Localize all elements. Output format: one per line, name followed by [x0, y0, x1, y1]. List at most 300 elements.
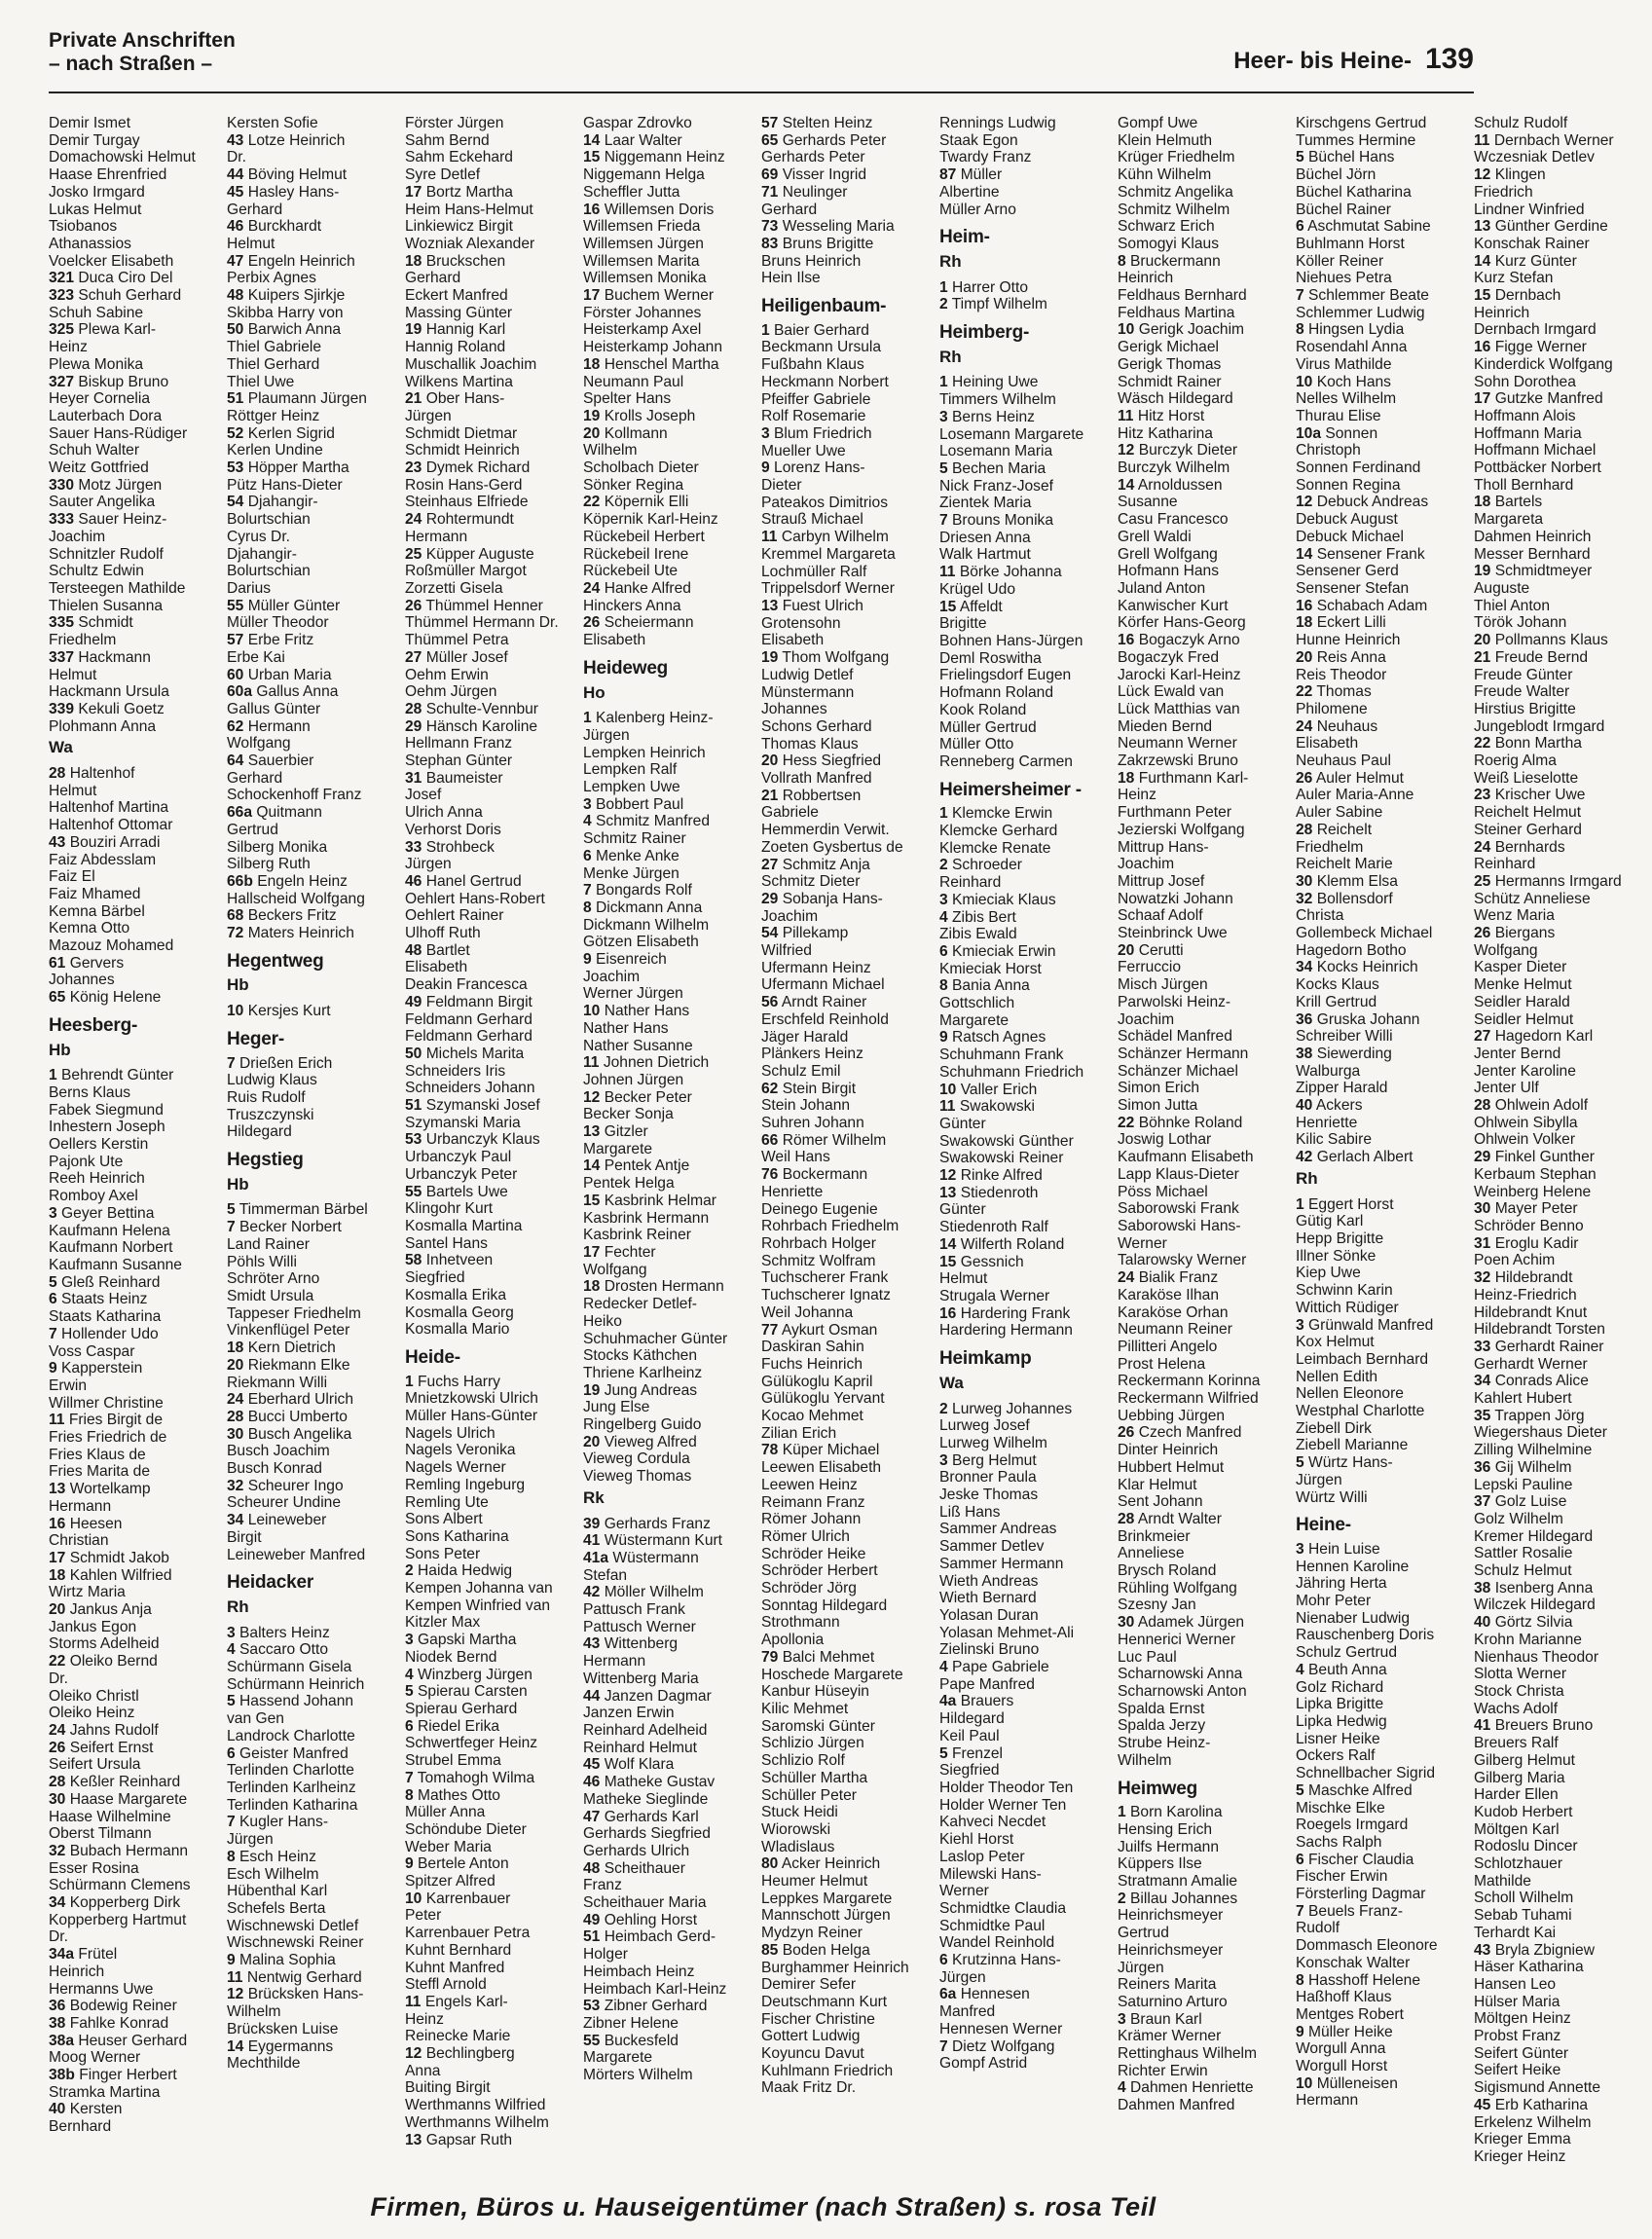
directory-entry: Heumer Helmut [761, 1873, 868, 1890]
directory-entry: Nellen Edith [1296, 1368, 1378, 1385]
entry-continuation: Erwin [49, 1376, 87, 1394]
resident-name: Rohtermundt [422, 511, 514, 529]
directory-entry: Liß Hans [939, 1503, 1001, 1521]
resident-name: Günther Gerdine [1490, 218, 1608, 236]
directory-entry [1296, 614, 1474, 632]
directory-entry: Willemsen Marita [583, 252, 700, 270]
directory-entry: Gallus Günter [227, 700, 321, 717]
directory-entry: Haltenhof Ottomar [49, 817, 173, 834]
directory-column [761, 115, 939, 2179]
resident-name: Esch Heinz [235, 1848, 316, 1865]
directory-entry [227, 873, 405, 891]
directory-entry [1474, 1459, 1652, 1477]
directory-entry: Stuck Heidi [761, 1804, 838, 1821]
directory-entry: Westphal Charlotte [1296, 1403, 1425, 1420]
directory-entry [227, 752, 405, 770]
directory-entry: Land Rainer [227, 1235, 310, 1253]
house-number: 9 [405, 1855, 414, 1873]
directory-column [49, 115, 227, 2179]
resident-name: Kopperberg Dirk [65, 1894, 181, 1912]
directory-entry: Münstermann [761, 683, 855, 701]
resident-name: Motz Jürgen [74, 476, 163, 494]
resident-name: Hassend Johann [235, 1693, 354, 1710]
directory-entry [583, 1089, 761, 1107]
house-number: 3 [1296, 1316, 1304, 1334]
directory-entry: Schmitz Rainer [583, 830, 686, 848]
directory-entry: Wieth Bernard [939, 1590, 1037, 1607]
resident-name: Eberhard Ulrich [243, 1391, 354, 1409]
entry-continuation: Christoph [1296, 442, 1361, 459]
directory-entry [939, 1236, 1118, 1254]
directory-entry: Nellen Eleonore [1296, 1385, 1404, 1403]
house-number: 325 [49, 321, 75, 339]
directory-entry: Möltgen Karl [1474, 1820, 1560, 1838]
directory-entry: Scholbach Dieter [583, 459, 699, 477]
directory-entry [49, 1998, 227, 2015]
resident-name: Breuers Bruno [1490, 1717, 1594, 1735]
entry-continuation: Auguste [1474, 579, 1530, 597]
directory-entry [227, 1409, 405, 1426]
directory-entry [49, 1653, 227, 1670]
directory-entry [939, 409, 1118, 426]
resident-name: Wittenberg [600, 1635, 679, 1653]
house-number: 47 [227, 252, 244, 270]
resident-name: Fischer Claudia [1303, 1851, 1414, 1868]
directory-entry [49, 701, 227, 718]
directory-column [1474, 115, 1652, 2179]
resident-name: Braun Karl [1125, 2010, 1202, 2028]
resident-name: Wortelkamp [65, 1481, 151, 1498]
resident-name: Kmieciak Klaus [947, 891, 1056, 908]
directory-entry: Thümmel Hermann Dr. [405, 614, 559, 632]
directory-entry: Lempken Uwe [583, 779, 680, 796]
house-number: 9 [1296, 2023, 1304, 2040]
resident-name: Janzen Dagmar [600, 1687, 712, 1705]
directory-entry: Jähring Herta [1296, 1575, 1387, 1593]
directory-entry: Golz Richard [1296, 1678, 1384, 1696]
directory-entry: Müller Theodor [227, 614, 329, 632]
directory-entry: Sauer Hans-Rüdiger [49, 424, 188, 442]
directory-entry: Mueller Uwe [761, 442, 846, 459]
directory-entry: Schmitz Wolfram [761, 1252, 876, 1269]
directory-entry: Urbanczyk Paul [405, 1149, 512, 1166]
directory-entry: Koyuncu Davut [761, 2045, 864, 2063]
resident-name: Gutzke Manfred [1490, 390, 1603, 408]
directory-column [583, 115, 761, 2179]
house-number: 18 [1474, 494, 1491, 511]
directory-entry: Sent Johann [1118, 1493, 1203, 1511]
directory-entry: Schuhmacher Günter [583, 1330, 728, 1347]
resident-name: Müller Josef [422, 648, 508, 666]
resident-name: Zibner Gerhard [600, 1998, 708, 2015]
house-number: 27 [761, 856, 779, 873]
directory-entry: Kuhnt Bernhard [405, 1941, 512, 1959]
directory-entry [583, 1860, 761, 1878]
house-number: 64 [227, 752, 244, 770]
house-number: 41 [1474, 1717, 1491, 1735]
house-number: 3 [227, 1624, 236, 1641]
directory-entry: Schneiders Iris [405, 1062, 506, 1080]
directory-entry: Schlizio Rolf [761, 1752, 845, 1770]
directory-entry [405, 2132, 583, 2149]
directory-entry [761, 925, 939, 942]
directory-entry [49, 1601, 227, 1619]
directory-entry: Hubbert Helmut [1118, 1458, 1225, 1476]
directory-entry: Nienhaus Theodor [1474, 1648, 1599, 1666]
directory-entry: Schuh Walter [49, 442, 140, 459]
directory-entry: Klemcke Gerhard [939, 823, 1058, 840]
directory-entry [761, 1855, 939, 1873]
entry-continuation: Josef [405, 787, 442, 804]
directory-entry [49, 1843, 227, 1860]
directory-entry [939, 512, 1118, 530]
directory-entry: Heckmann Norbert [761, 373, 889, 390]
directory-entry: Misch Jürgen [1118, 976, 1208, 994]
directory-entry [1296, 149, 1474, 166]
resident-name: Niggemann Heinz [600, 149, 725, 166]
house-number: 18 [583, 1278, 601, 1296]
directory-entry [939, 1082, 1118, 1099]
directory-entry: Esch Wilhelm [227, 1865, 319, 1883]
directory-entry [1296, 1972, 1474, 1990]
directory-entry [1118, 770, 1296, 788]
resident-name: Schmidt Jakob [65, 1549, 169, 1566]
directory-entry: Hildebrandt Torsten [1474, 1321, 1605, 1339]
house-number: 3 [939, 408, 948, 425]
resident-name: Riekmann Elke [243, 1356, 350, 1374]
house-number: 6 [1296, 218, 1304, 236]
directory-entry: Timmers Wilhelm [939, 391, 1056, 409]
directory-entry [1296, 1782, 1474, 1800]
street-heading: Hegentweg [227, 950, 324, 972]
street-heading: Heidacker [227, 1572, 314, 1594]
house-number: 28 [405, 700, 422, 717]
district-code: Hb [49, 1040, 71, 1059]
house-number: 46 [583, 1774, 601, 1791]
directory-entry: Sohn Dorothea [1474, 373, 1576, 390]
entry-continuation: Cyrus Dr. [227, 528, 290, 545]
directory-entry: Reimann Franz [761, 1493, 865, 1511]
resident-name: Wilferth Roland [956, 1235, 1065, 1253]
house-number: 11 [939, 1098, 956, 1116]
directory-entry [227, 132, 405, 150]
house-number: 10 [1296, 2074, 1313, 2092]
directory-entry [405, 1667, 583, 1684]
house-number: 65 [49, 989, 66, 1007]
directory-entry: Szesny Jan [1118, 1597, 1196, 1614]
directory-entry: Seifert Günter [1474, 2044, 1569, 2062]
directory-entry [49, 2067, 227, 2084]
directory-entry: Gerhards Peter [761, 149, 865, 166]
resident-name: Busch Angelika [243, 1425, 352, 1443]
house-number: 1 [939, 374, 948, 391]
house-number: 4 [939, 1659, 948, 1676]
house-number: 28 [1296, 821, 1313, 838]
directory-entry [227, 718, 405, 736]
house-number: 20 [761, 752, 779, 770]
resident-name: Adamek Jürgen [1134, 1614, 1245, 1632]
resident-name: Erb Katharina [1490, 2096, 1589, 2113]
directory-entry: Erschfeld Reinhold [761, 1010, 889, 1028]
directory-entry: Kremmel Margareta [761, 545, 896, 563]
house-number: 25 [1474, 872, 1491, 890]
directory-entry: Pöss Michael [1118, 1183, 1208, 1200]
entry-continuation: Darius [227, 579, 272, 597]
directory-entry: Ulrich Anna [405, 804, 483, 822]
directory-entry: Kilic Sabire [1296, 1131, 1372, 1149]
entry-continuation: Friedhelm [1296, 838, 1364, 856]
directory-entry [227, 1814, 405, 1831]
directory-entry: Hofmann Hans [1118, 563, 1220, 580]
directory-entry [1296, 1454, 1474, 1472]
directory-entry [405, 839, 583, 857]
entry-continuation: Dieter [761, 477, 802, 495]
directory-entry: Scharnowski Anton [1118, 1682, 1247, 1700]
house-number: 24 [227, 1391, 244, 1409]
house-number: 22 [1296, 683, 1313, 701]
directory-entry: Hoffmann Alois [1474, 407, 1576, 424]
directory-entry [405, 1994, 583, 2011]
directory-entry [583, 848, 761, 865]
directory-entry: Perbix Agnes [227, 270, 316, 287]
directory-entry: Scheurer Undine [227, 1494, 342, 1512]
house-number: 50 [227, 321, 244, 339]
resident-name: Pillekamp [778, 925, 849, 942]
directory-entry: Grell Waldi [1118, 528, 1192, 545]
directory-entry: Schockenhoff Franz [227, 787, 362, 804]
directory-entry [939, 279, 1118, 297]
house-number: 10 [939, 1081, 957, 1098]
resident-name: Finkel Gunther [1490, 1149, 1595, 1166]
directory-entry: Haltenhof Martina [49, 799, 169, 817]
house-number: 9 [761, 459, 770, 477]
entry-continuation: Hermann [1296, 2092, 1359, 2110]
directory-entry: Kasper Dieter [1474, 959, 1567, 976]
directory-entry: Heimbach Karl-Heinz [583, 1980, 727, 1998]
directory-entry: Grotensohn [761, 614, 841, 632]
directory-entry: Pateakos Dimitrios [761, 494, 888, 511]
directory-entry: Sonnen Ferdinand [1296, 459, 1421, 477]
resident-name: Bouziri Arradi [65, 833, 161, 851]
directory-entry: Mnietzkowski Ulrich [405, 1390, 538, 1408]
directory-entry [761, 752, 939, 770]
house-number: 330 [49, 476, 75, 494]
resident-name: Wolf Klara [600, 1756, 675, 1774]
directory-entry [227, 1849, 405, 1866]
resident-name: Hermanns Irmgard [1490, 872, 1622, 890]
house-number: 28 [49, 1774, 66, 1791]
directory-entry: Rohrbach Friedhelm [761, 1218, 899, 1235]
house-number: 7 [1296, 287, 1304, 305]
directory-entry: Nagels Veronika [405, 1442, 516, 1459]
directory-entry [405, 1184, 583, 1201]
resident-name: Stein Birgit [778, 1080, 857, 1097]
entry-continuation: Gerhard [405, 270, 461, 287]
directory-entry: Karaköse Ilhan [1118, 1286, 1220, 1303]
directory-entry: Schmidtke Claudia [939, 1899, 1067, 1917]
directory-entry: Schuh Sabine [49, 304, 144, 321]
directory-entry: Thielen Susanna [49, 597, 164, 614]
directory-entry: Krämer Werner [1118, 2028, 1222, 2045]
resident-name: Bubach Hermann [65, 1842, 189, 1859]
house-number: 3 [761, 424, 770, 442]
directory-entry: Fuchs Heinrich [761, 1355, 863, 1373]
house-number: 11 [1118, 407, 1134, 424]
directory-entry: Schefels Berta [227, 1899, 326, 1917]
directory-entry: Thriene Karlheinz [583, 1364, 703, 1381]
directory-entry: Zakrzewski Bruno [1118, 752, 1238, 770]
resident-name: Fechter [600, 1244, 656, 1261]
resident-name: Eckert Lilli [1312, 614, 1386, 632]
directory-entry: Erkelenz Wilhelm [1474, 2113, 1592, 2131]
resident-name: Oleiko Bernd [65, 1653, 158, 1670]
directory-entry [1474, 1200, 1652, 1218]
directory-entry: Rettinghaus Wilhelm [1118, 2045, 1258, 2063]
house-number: 45 [583, 1756, 601, 1774]
house-number: 5 [49, 1273, 57, 1291]
directory-entry [49, 1326, 227, 1343]
directory-entry [227, 1512, 405, 1529]
house-number: 72 [227, 925, 244, 942]
house-number: 18 [583, 355, 601, 373]
entry-continuation: Werner [1118, 1234, 1167, 1252]
house-number: 3 [1118, 2010, 1126, 2028]
resident-name: Haase Margarete [65, 1790, 188, 1808]
directory-entry: Staak Egon [939, 131, 1018, 149]
directory-entry: Wittenberg Maria [583, 1670, 699, 1687]
directory-entry [583, 1193, 761, 1210]
directory-entry: Schröder Herbert [761, 1562, 878, 1580]
resident-name: Engels Karl- [421, 1993, 508, 2010]
resident-name: Seifert Ernst [65, 1739, 154, 1756]
house-number: 41 [583, 1532, 601, 1550]
directory-entry: Gompf Astrid [939, 2055, 1028, 2073]
house-number: 10 [583, 1003, 601, 1020]
directory-entry: Sonntag Hildegard [761, 1597, 888, 1614]
house-number: 3 [1296, 1540, 1304, 1558]
directory-entry: Schnellbacher Sigrid [1296, 1765, 1436, 1782]
directory-entry [49, 834, 227, 852]
directory-entry: Thümmel Petra [405, 632, 509, 649]
resident-name: Winzberg Jürgen [413, 1666, 532, 1683]
directory-entry: Schürmann Gisela [227, 1659, 352, 1676]
directory-entry: Rauschenberg Doris [1296, 1627, 1435, 1644]
directory-entry: Simon Erich [1118, 1080, 1200, 1097]
house-number: 6 [49, 1291, 57, 1308]
resident-name: Leineweber [243, 1512, 327, 1529]
directory-entry: Steinhaus Elfriede [405, 494, 529, 511]
directory-entry: Terlinden Karlheinz [227, 1779, 356, 1796]
directory-entry [1296, 287, 1474, 305]
resident-name: Berns Heinz [947, 408, 1035, 425]
directory-entry: Kiep Uwe [1296, 1265, 1361, 1282]
house-number: 54 [761, 925, 779, 942]
directory-entry: Ludwig Klaus [227, 1072, 317, 1089]
directory-entry [583, 2033, 761, 2050]
directory-entry [761, 1132, 939, 1150]
house-number: 54 [227, 494, 244, 511]
directory-entry [1474, 1717, 1652, 1735]
directory-entry: Hülser Maria [1474, 1993, 1560, 2010]
house-number: 10a [1296, 424, 1322, 442]
directory-entry [227, 632, 405, 649]
resident-name: Drosten Hermann [600, 1278, 724, 1296]
directory-entry [227, 1641, 405, 1659]
directory-entry: Rohrbach Holger [761, 1235, 876, 1252]
house-number: 5 [227, 1693, 236, 1710]
directory-entry: Haase Wilhelmine [49, 1808, 171, 1825]
resident-name: Müller Günter [243, 597, 341, 614]
directory-entry [761, 649, 939, 667]
directory-entry [761, 1942, 939, 1960]
resident-name: Kollmann [600, 424, 668, 442]
directory-entry [49, 1550, 227, 1567]
house-number: 19 [761, 649, 779, 667]
directory-entry [583, 1157, 761, 1175]
directory-entry [761, 1081, 939, 1098]
house-number: 57 [761, 115, 779, 131]
house-number: 62 [227, 717, 244, 735]
directory-entry [227, 925, 405, 942]
entry-continuation: Hermann [583, 1653, 646, 1670]
house-number: 6 [939, 942, 948, 960]
resident-name: Thom Wolfgang [778, 649, 890, 667]
house-number: 11 [405, 1993, 422, 2010]
resident-name: Tomahogh Wilma [413, 1769, 535, 1786]
directory-entry [405, 942, 583, 960]
directory-entry: Bohnen Hans-Jürgen [939, 632, 1083, 649]
resident-name: Gerigk Joachim [1134, 321, 1245, 339]
directory-entry: Ufermann Heinz [761, 959, 871, 976]
directory-entry: Skibba Harry von [227, 304, 344, 321]
directory-entry: Ringelberg Guido [583, 1416, 702, 1434]
resident-name: Dahmen Henriette [1125, 2079, 1254, 2097]
directory-entry: Feldhaus Martina [1118, 304, 1235, 321]
directory-entry: Holder Werner Ten [939, 1796, 1067, 1814]
directory-entry [1118, 1890, 1296, 1908]
directory-entry [227, 2038, 405, 2056]
house-number: 1 [939, 278, 948, 296]
house-number: 24 [1474, 838, 1491, 856]
directory-entry: Menke Jürgen [583, 864, 679, 882]
resident-name: Trappen Jörg [1490, 1407, 1585, 1424]
entry-continuation: Johannes [49, 972, 115, 989]
directory-entry: Müller Hans-Günter [405, 1408, 538, 1425]
directory-entry: Kempen Johanna van [405, 1580, 553, 1597]
directory-entry: Muschallik Joachim [405, 355, 537, 373]
entry-continuation: Philomene [1296, 700, 1368, 717]
entry-continuation: Gabriele [761, 804, 819, 822]
directory-entry: Dickmann Wilhelm [583, 916, 710, 934]
entry-continuation: Bernhard [49, 2118, 112, 2136]
directory-entry: Tuchscherer Ignatz [761, 1287, 891, 1304]
house-number: 1 [49, 1067, 57, 1084]
resident-name: Nather Hans [600, 1003, 690, 1020]
house-number: 4 [939, 908, 948, 926]
directory-entry: Schädel Manfred [1118, 1028, 1232, 1046]
directory-entry: Gütig Karl [1296, 1213, 1364, 1230]
directory-entry [227, 683, 405, 701]
directory-entry: Gerigk Thomas [1118, 355, 1222, 373]
directory-entry: Sattler Rosalie [1474, 1545, 1573, 1562]
resident-name: Engeln Heinz [252, 872, 348, 890]
directory-entry [939, 1986, 1118, 2003]
resident-name: Eroglu Kadir [1490, 1234, 1579, 1252]
house-number: 10 [405, 1890, 422, 1907]
house-number: 12 [939, 1167, 957, 1185]
entry-continuation: Gerhard [227, 201, 283, 218]
directory-entry: Spalda Jerzy [1118, 1717, 1206, 1735]
